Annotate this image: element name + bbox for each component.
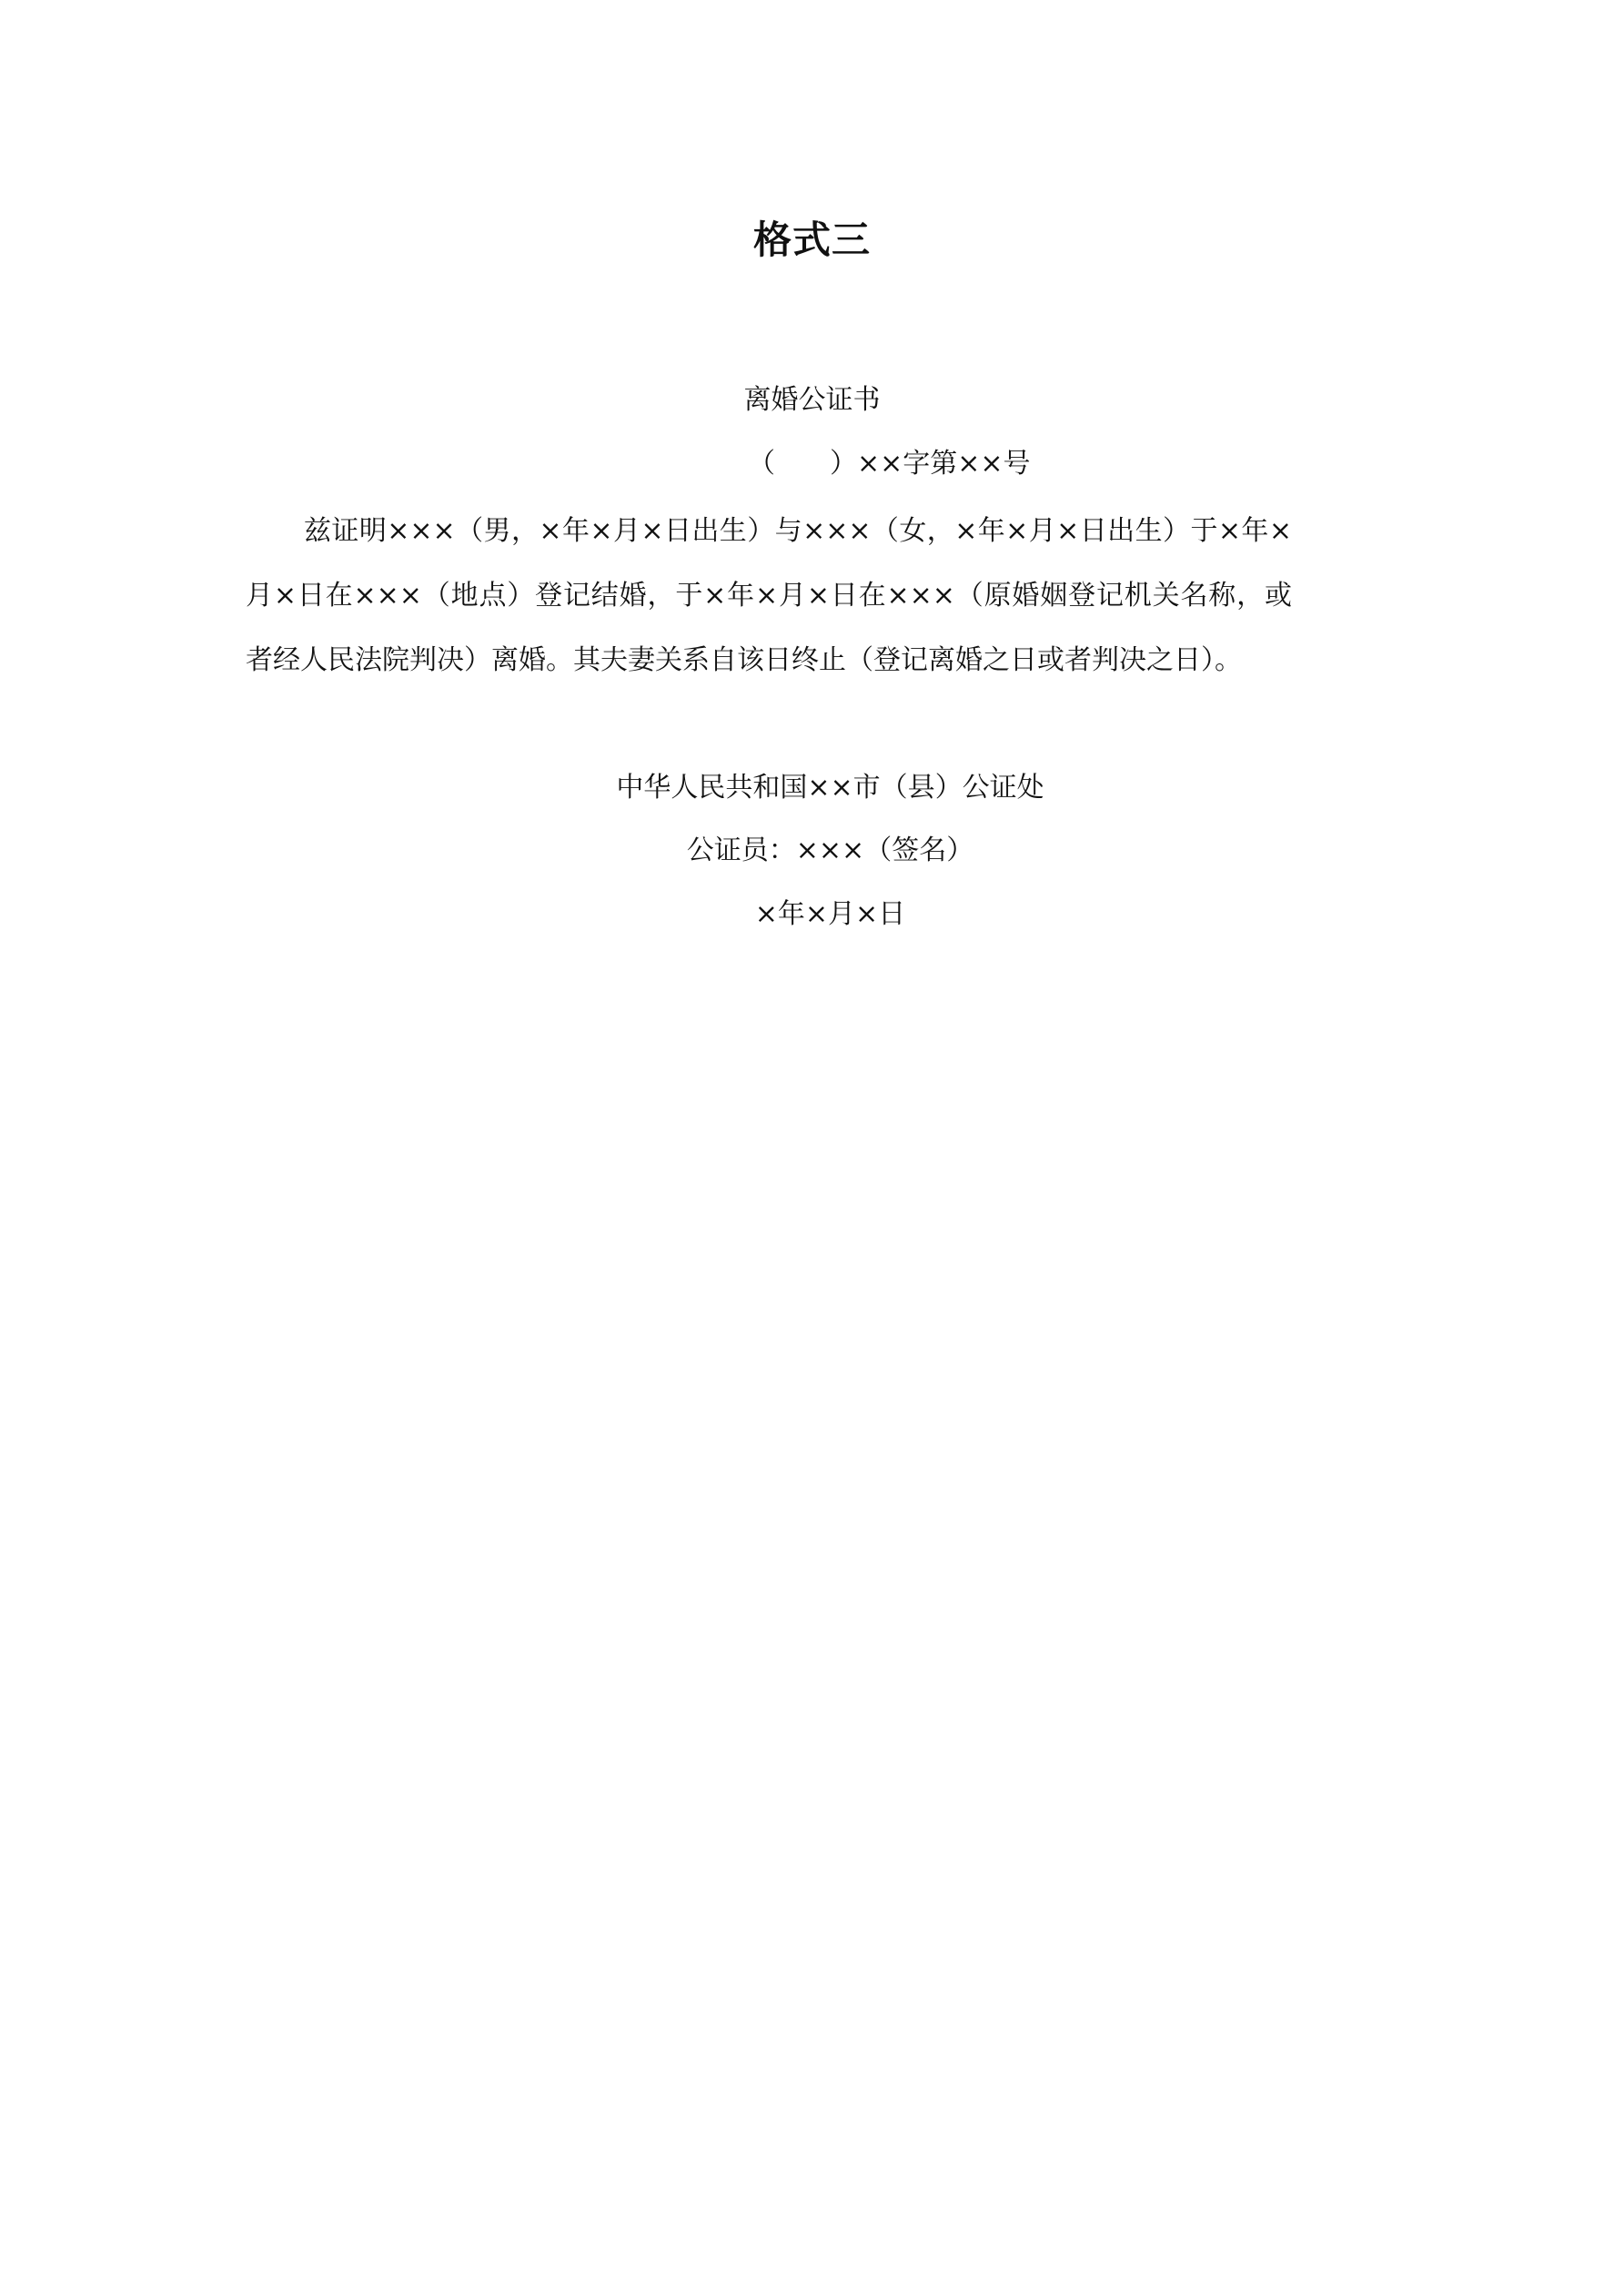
certificate-date: ×年×月×日	[754, 898, 906, 930]
certificate-body: 兹证明×××（男，×年×月×日出生）与×××（女，×年×月×日出生）于×年×月×日在×××（地点）登记结婚，于×年×月×日在×××（原婚姻登记机关名称，或者经人民法院判决）离婚。其夫妻关系自该日终止（登记离婚之日或者判决之日）。	[246, 515, 1292, 676]
certificate-title: 离婚公证书	[743, 384, 881, 416]
format-heading: 格式三	[752, 217, 871, 262]
certificate-number: （ ）××字第××号	[748, 448, 1031, 480]
notary-office: 中华人民共和国××市（县）公证处	[616, 772, 1044, 804]
notary-signature: 公证员：×××（签名）	[686, 834, 974, 866]
